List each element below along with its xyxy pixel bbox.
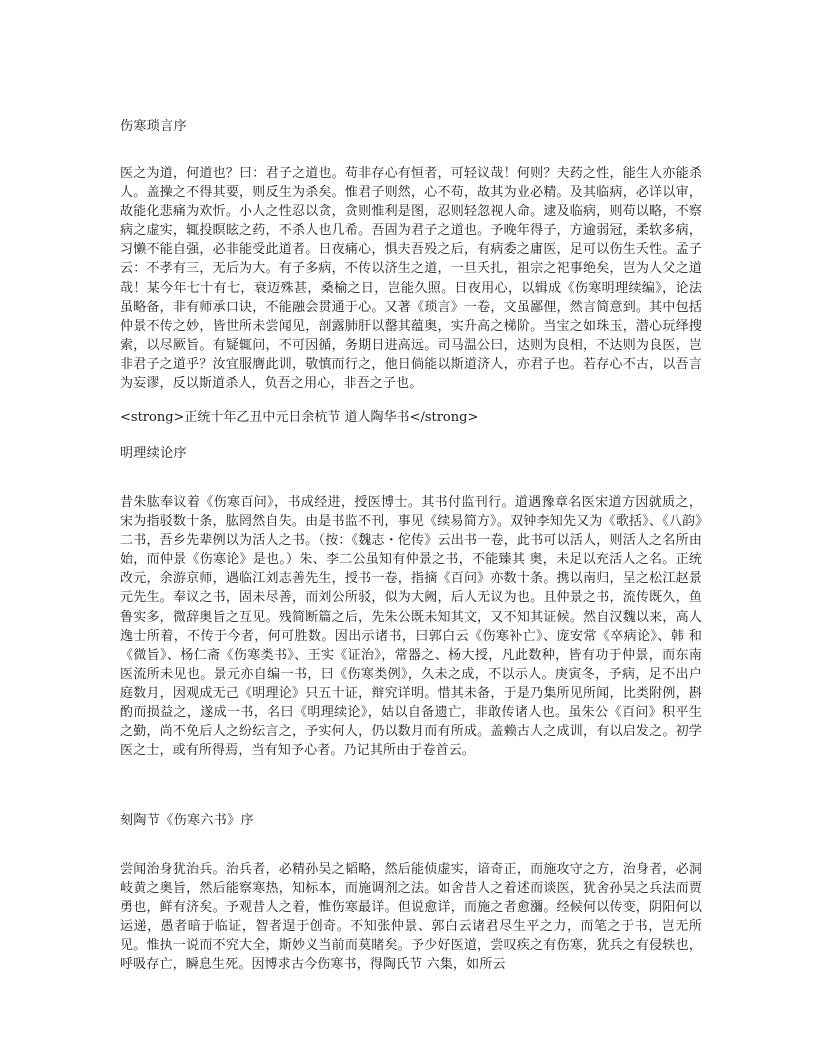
section-signature: <strong>正统十年乙丑中元日余杭节 道人陶华书</strong> [120, 410, 479, 425]
section-title-shanghan-liushu-preface: 刻陶节《伤寒六书》序 [120, 813, 255, 828]
section-body-shanghan-liushu-preface: 尝闻治身犹治兵。治兵者，必精孙吴之韬略，然后能侦虚实，谙奇正，而施攻守之方，治身者，必洞岐黄之奥旨，然后能察寒热，知标本，而施调剂之法。如舍昔人之着述而谈医，犹舍孙吴之兵法而贾勇也，鲜有济矣。予观昔人之着，惟伤寒最详。但说愈详，而施之者愈瀰。经候何以传变，阴阳何以运递，愚者暗于临证，智者逞于创奇。不知张仲景、郭白云诸君尽生平之力，而笔之于书，岂无所见。惟执一说而不究大全，斯妙义当前而莫睹矣。予少好医道，尝叹疾之有伤寒，犹兵之有侵轶也，呼吸存亡，瞬息生死。因博求古今伤寒书，得陶氏节 六集，如所云 [120, 862, 702, 973]
section-title-mingli-xulun-preface: 明理续论序 [120, 446, 188, 461]
section-body-mingli-xulun-preface: 昔朱肱奉议着《伤寒百问》，书成经进，授医博士。其书付监刊行。道遇豫章名医宋道方因就质之，宋为指驳数十条，肱罔然自失。由是书监不刊，事见《续易简方》。双钟李知先又为《歌括》、《八韵》二书，吾乡先辈例以为活人之书。（按：《魏志・佗传》云出书一卷，此书可以活人，则活人之名所由始，而仲景《伤寒论》是也。）朱、李二公虽知有仲景之书，不能臻其 奥，未足以充活人之名。正统改元，余游京师，遇临江刘志善先生，授书一卷，指摘《百问》亦数十条。携以南归，呈之松江赵景元先生。奉议之书，固未尽善，而刘公所驳，似为大阙，后人无议为也。且仲景之书，流传既久，鱼鲁实多，微辞奥旨之互见。残简断篇之后，先朱公既未知其文，又不知其证候。然自汉魏以来，高人逸士所着，不传于今者，何可胜数。因出示诸书，曰郭白云《伤寒补亡》、庞安常《卒病论》、韩 和《微旨》、杨仁斋《伤寒类书》、王实《证治》，常器之、杨大授，凡此数种，皆有功于仲景，而东南医流所未见也。景元亦自编一书，曰《伤寒类例》，久未之成，不以示人。庚寅冬，予病，足不出户庭数月，因观成无己《明理论》只五十证，辩究详明。惜其未备，于是乃集所见所闻，比类附例，斟酌而损益之，遂成一书，名曰《明理续论》，姑以自备遗亡，非敢传诸人也。虽朱公《百问》积平生之勤，尚不免后人之纷纭言之，予实何人，仍以数月而有所成。盖赖古人之成训，有以启发之。初学医之士，或有所得焉，当有知予心者。乃记其所由于卷首云。 [120, 495, 702, 759]
section-body-shanghan-suoyan-preface: 医之为道，何道也？曰：君子之道也。苟非存心有恒者，可轻议哉！何则？夫药之性，能生人亦能杀人。盖操之不得其要，则反生为杀矣。惟君子则然，心不苟，故其为业必精。及其临病，必详以审，故能化悲痛为欢忻。小人之性忍以贪，贪则惟利是图，忍则轻忽视人命。逮及临病，则苟以略，不察病之虚实，辄投瞑眩之药，不杀人也几希。吾固为君子之道也。予晚年得子，方逾弱冠，柔软多病，习懒不能自强，必非能受此道者。日夜痛心，惧夫吾殁之后，有病委之庸医，足可以伤生夭性。孟子云：不孝有三，无后为大。有子多病，不传以济生之道，一旦夭扎，祖宗之祀事绝矣，岂为人父之道哉！某今年七十有七，衰迈殊甚，桑榆之日，岂能久照。日夜用心，以辑成《伤寒明理续编》，论法虽略备，非有师承口诀，不能融会贯通于心。又著《琐言》一卷，文虽鄙俚，然言简意到。其中包括仲景不传之妙，皆世所未尝闻见，剖露肺肝以罄其蕴奥，实升高之梯阶。当宝之如珠玉，潜心玩绎搜索，以尽厥旨。有疑辄问，不可因循，务期日进高远。司马温公曰，达则为良相，不达则为良医，岂非君子之道乎？汝宜服膺此训，敬慎而行之，他日倘能以斯道济人，亦君子也。若存心不古，以吾言为妄谬，反以斯道杀人，负吾之用心，非吾之子也。 [120, 166, 702, 392]
section-title-shanghan-suoyan-preface: 伤寒琐言序 [120, 119, 188, 134]
